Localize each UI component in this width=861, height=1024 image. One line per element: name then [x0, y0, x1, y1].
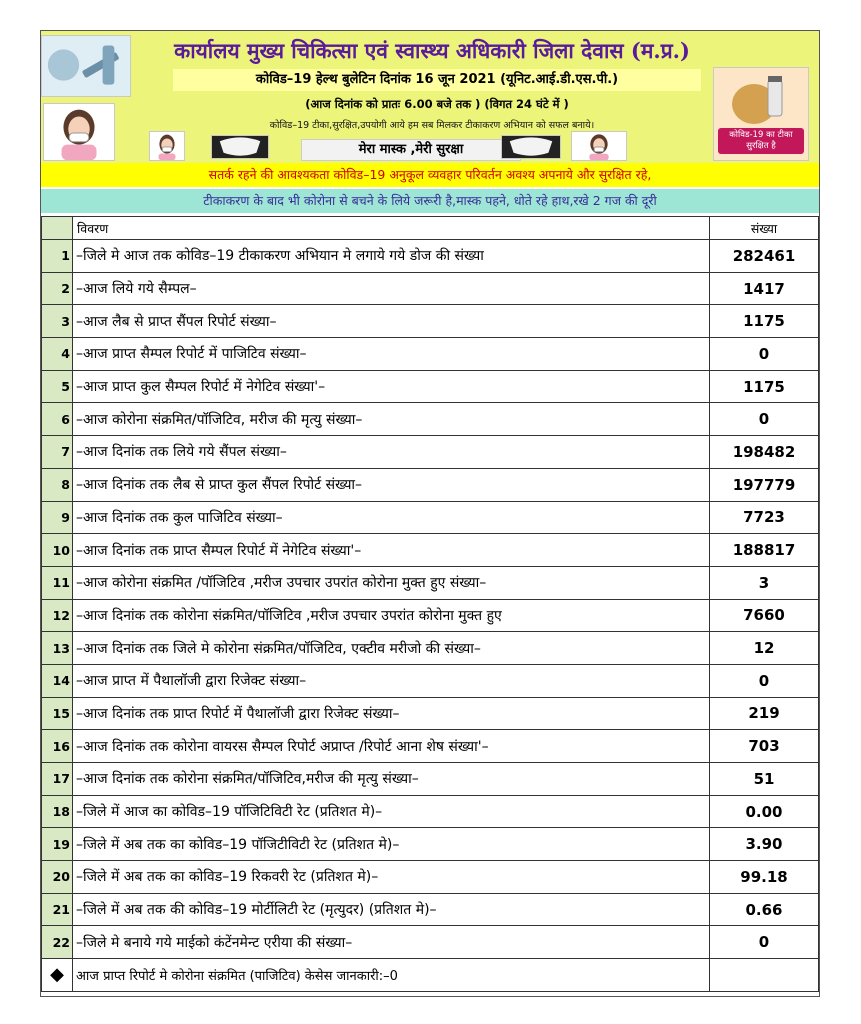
row-description: –आज दिनांक तक कोरोना संक्रमित/पॉजिटिव ,मरीज उपचार उपरांत कोरोना मुक्त हुए: [73, 599, 710, 632]
row-number: 2: [42, 272, 73, 305]
table-header-row: [42, 217, 819, 240]
row-number: 9: [42, 501, 73, 534]
row-count: 0.00: [710, 795, 819, 828]
time-period-line: (आज दिनांक को प्रातः 6.00 बजे तक ) (विगत 24 घंटे में ): [305, 97, 569, 111]
row-number: 4: [42, 338, 73, 371]
table-row: [42, 272, 819, 305]
header: [41, 31, 819, 163]
table-row: [42, 436, 819, 469]
syringe-icon: [42, 35, 130, 97]
table-row: [42, 599, 819, 632]
row-description: –आज दिनांक तक कुल पाजिटिव संख्या–: [73, 501, 710, 534]
row-number: 8: [42, 468, 73, 501]
masked-woman-icon: [44, 103, 114, 161]
bulletin-date: कोविड–19 हेल्थ बुलेटिन दिनांक 16 जून 2021 (यूनिट.आई.डी.एस.पी.): [173, 69, 701, 91]
row-description: –आज लैब से प्राप्त सैंपल रिपोर्ट संख्या–: [73, 305, 710, 338]
row-number: 10: [42, 534, 73, 567]
row-number: 12: [42, 599, 73, 632]
row-description: –आज प्राप्त सैम्पल रिपोर्ट में पाजिटिव संख्या–: [73, 338, 710, 371]
row-number: 6: [42, 403, 73, 436]
table-row: [42, 795, 819, 828]
mask-image-right: [501, 135, 561, 159]
row-count: 0.66: [710, 893, 819, 926]
row-count: 703: [710, 730, 819, 763]
row-description: –आज दिनांक तक कोरोना संक्रमित/पॉजिटिव,मरीज की मृत्यु संख्या–: [73, 763, 710, 796]
header-num-cell: [42, 217, 73, 240]
table-row: [42, 468, 819, 501]
row-number: 20: [42, 861, 73, 894]
row-description: –आज दिनांक तक प्राप्त सैम्पल रिपोर्ट में नेगेटिव संख्या'–: [73, 534, 710, 567]
table-row: [42, 828, 819, 861]
row-description: –आज प्राप्त कुल सैम्पल रिपोर्ट में नेगेटिव संख्या'–: [73, 370, 710, 403]
table-row: [42, 501, 819, 534]
row-count: 7660: [710, 599, 819, 632]
row-description: –आज दिनांक तक लैब से प्राप्त कुल सैंपल रिपोर्ट संख्या–: [73, 468, 710, 501]
mask-slogan: मेरा मास्क ,मेरी सुरक्षा: [301, 139, 521, 161]
row-count: 0: [710, 926, 819, 959]
vaccine-syringe-image: [41, 35, 131, 97]
masked-face-icon: [572, 131, 626, 161]
row-number: 13: [42, 632, 73, 665]
row-description: –आज दिनांक तक लिये गये सैंपल संख्या–: [73, 436, 710, 469]
after-vaccine-banner: टीकाकरण के बाद भी कोरोना से बचने के लिये जरूरी है,मास्क पहने, धोते रहे हाथ,रखे 2 गज की दूरी: [41, 189, 819, 213]
row-description: –जिले मे आज तक कोविड–19 टीकाकरण अभियान मे लगाये गये डोज की संख्या: [73, 240, 710, 273]
row-number: 1: [42, 240, 73, 273]
row-number: 11: [42, 566, 73, 599]
table-row: [42, 403, 819, 436]
table-row: [42, 664, 819, 697]
row-count: 197779: [710, 468, 819, 501]
mask-icon: [212, 135, 268, 159]
row-description: –जिले में आज का कोविड–19 पॉजिटिविटी रेट (प्रतिशत मे)–: [73, 795, 710, 828]
row-description: –आज लिये गये सैम्पल–: [73, 272, 710, 305]
table-row: [42, 370, 819, 403]
row-description: –आज दिनांक तक जिले मे कोरोना संक्रमित/पॉजिटिव, एक्टीव मरीजो की संख्या–: [73, 632, 710, 665]
office-title: कार्यालय मुख्य चिकित्सा एवं स्वास्थ्य अधिकारी जिला देवास (म.प्र.): [174, 38, 690, 63]
diamond-icon: ◆: [42, 959, 73, 992]
caution-banner: सतर्क रहने की आवश्यकता कोविड–19 अनुकूल व्यवहार परिवर्तन अवश्य अपनाये और सुरक्षित रहे,: [41, 163, 819, 187]
vaccine-safe-poster: [713, 67, 809, 161]
row-count: 1417: [710, 272, 819, 305]
table-row: [42, 697, 819, 730]
footer-text: आज प्राप्त रिपोर्ट मे कोरोना संक्रमित (पाजिटिव) केसेस जानकारी:–0: [73, 959, 710, 992]
row-number: 14: [42, 664, 73, 697]
row-number: 3: [42, 305, 73, 338]
table-row: [42, 338, 819, 371]
table-row: [42, 861, 819, 894]
row-number: 16: [42, 730, 73, 763]
row-count: 3.90: [710, 828, 819, 861]
table-row: [42, 763, 819, 796]
row-count: 3: [710, 566, 819, 599]
row-number: 15: [42, 697, 73, 730]
table-footer-row: [42, 959, 819, 992]
row-description: –जिले मे बनाये गये माईको कंटेंनमेन्ट एरीया की संख्या–: [73, 926, 710, 959]
row-number: 19: [42, 828, 73, 861]
row-number: 21: [42, 893, 73, 926]
row-count: 198482: [710, 436, 819, 469]
stats-table: [41, 216, 819, 992]
row-count: 188817: [710, 534, 819, 567]
masked-face-icon: [150, 131, 184, 161]
row-description: –जिले में अब तक का कोविड–19 पॉजिटीविटी रेट (प्रतिशत मे)–: [73, 828, 710, 861]
masked-woman-small-left: [149, 131, 185, 161]
row-count: 1175: [710, 305, 819, 338]
row-count: 219: [710, 697, 819, 730]
row-count: 51: [710, 763, 819, 796]
row-number: 18: [42, 795, 73, 828]
row-description: –आज कोरोना संक्रमित /पॉजिटिव ,मरीज उपचार उपरांत कोरोना मुक्त हुए संख्या–: [73, 566, 710, 599]
table-row: [42, 893, 819, 926]
row-count: 99.18: [710, 861, 819, 894]
footer-empty-cell: [710, 959, 819, 992]
mask-image-left: [211, 135, 269, 159]
table-row: [42, 566, 819, 599]
row-count: 282461: [710, 240, 819, 273]
masked-woman-small-right: [571, 131, 627, 161]
row-count: 0: [710, 664, 819, 697]
vaccine-vial-icon: [714, 70, 809, 130]
table-row: [42, 730, 819, 763]
row-count: 12: [710, 632, 819, 665]
header-count-cell: संख्या: [710, 217, 819, 240]
row-description: –जिले में अब तक की कोविड–19 मोर्टीलिटी रेट (मृत्युदर) (प्रतिशत मे)–: [73, 893, 710, 926]
row-number: 22: [42, 926, 73, 959]
table-row: [42, 534, 819, 567]
table-row: [42, 240, 819, 273]
masked-woman-image: [43, 103, 115, 161]
bulletin-sheet: [40, 30, 820, 997]
row-description: –आज दिनांक तक प्राप्त रिपोर्ट में पैथालॉजी द्वारा रिजेक्ट संख्या–: [73, 697, 710, 730]
row-description: –आज प्राप्त में पैथालॉजी द्वारा रिजेक्ट संख्या–: [73, 664, 710, 697]
row-number: 7: [42, 436, 73, 469]
header-desc-cell: विवरण: [73, 217, 710, 240]
row-description: –जिले में अब तक का कोविड–19 रिकवरी रेट (प्रतिशत मे)–: [73, 861, 710, 894]
table-row: [42, 305, 819, 338]
row-number: 17: [42, 763, 73, 796]
row-description: –आज दिनांक तक कोरोना वायरस सैम्पल रिपोर्ट अप्राप्त /रिपोर्ट आना शेष संख्या'–: [73, 730, 710, 763]
row-count: 7723: [710, 501, 819, 534]
mask-icon: [502, 135, 560, 159]
row-description: –आज कोरोना संक्रमित/पॉजिटिव, मरीज की मृत्यु संख्या–: [73, 403, 710, 436]
table-row: [42, 926, 819, 959]
table-row: [42, 632, 819, 665]
poster-caption: कोविड-19 का टीका सुरक्षित है: [718, 128, 804, 154]
row-count: 0: [710, 338, 819, 371]
row-number: 5: [42, 370, 73, 403]
row-count: 0: [710, 403, 819, 436]
row-count: 1175: [710, 370, 819, 403]
vaccine-campaign-line: कोविड–19 टीका,सुरक्षित,उपयोगी आये हम सब मिलकर टीकाकरण अभियान को सफल बनाये।: [269, 120, 595, 131]
